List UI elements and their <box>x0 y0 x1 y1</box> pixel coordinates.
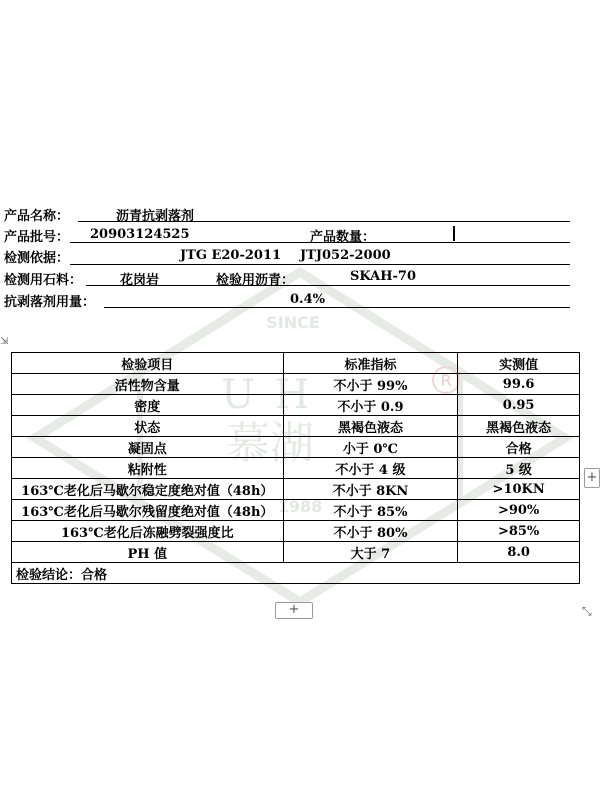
basis-underline <box>70 264 570 265</box>
batch-label: 产品批号： <box>4 230 70 245</box>
conclusion-cell[interactable]: 检验结论：合格 <box>12 563 580 584</box>
watermark-since: SINCE <box>266 313 320 332</box>
cell-standard[interactable]: 小于 0℃ <box>283 437 458 458</box>
table-row <box>12 542 580 563</box>
dosage-underline <box>104 307 570 308</box>
cell-item[interactable]: 密度 <box>12 395 284 416</box>
cell-item[interactable]: 粘附性 <box>12 458 284 479</box>
cell-measured[interactable]: 99.6 <box>458 374 580 395</box>
table-row <box>12 479 580 500</box>
dosage-label: 抗剥落剂用量： <box>4 295 96 310</box>
basis-standard-1: JTG E20-2011 <box>180 248 282 263</box>
cell-measured[interactable]: 0.95 <box>458 395 580 416</box>
cell-item[interactable]: 活性物含量 <box>12 374 284 395</box>
cell-measured[interactable]: 合格 <box>458 437 580 458</box>
stone-label: 检测用石料： <box>4 273 83 288</box>
watermark-letter-h: H <box>274 372 310 418</box>
table-header-row <box>12 353 580 374</box>
watermark-letter-u: U <box>221 372 255 418</box>
basis-label: 检测依据： <box>4 251 70 266</box>
cell-item[interactable]: 163℃老化后冻融劈裂强度比 <box>12 521 284 542</box>
add-column-button[interactable]: + <box>584 468 600 488</box>
watermark-year: 1988 <box>277 497 323 516</box>
product-name-value: 沥青抗剥落剂 <box>116 209 195 224</box>
table-row <box>12 437 580 458</box>
cell-standard[interactable]: 不小于 4 级 <box>283 458 458 479</box>
cell-measured[interactable]: 黑褐色液态 <box>458 416 580 437</box>
table-resize-handle[interactable]: ⤡ <box>582 604 592 618</box>
header-measured[interactable]: 实测值 <box>458 353 580 374</box>
cell-standard[interactable]: 大于 7 <box>283 542 458 563</box>
table-row <box>12 395 580 416</box>
asphalt-value: SKAH-70 <box>350 269 417 284</box>
product-name-underline <box>78 221 570 222</box>
cell-measured[interactable]: 5 级 <box>458 458 580 479</box>
add-row-button[interactable]: + <box>275 602 313 619</box>
table-row <box>12 374 580 395</box>
cell-standard[interactable]: 不小于 0.9 <box>283 395 458 416</box>
table-row <box>12 521 580 542</box>
batch-value: 20903124525 <box>90 227 190 242</box>
stone-underline <box>86 285 570 286</box>
asphalt-label: 检验用沥青： <box>216 273 295 288</box>
cell-measured[interactable]: >85% <box>458 521 580 542</box>
cell-item[interactable]: 凝固点 <box>12 437 284 458</box>
table-move-handle[interactable]: ⇲ <box>0 336 9 347</box>
test-results-table <box>11 352 580 584</box>
cell-standard[interactable]: 不小于 85% <box>283 500 458 521</box>
batch-underline <box>70 242 570 243</box>
stone-value: 花岗岩 <box>120 273 160 288</box>
cell-standard[interactable]: 不小于 80% <box>283 521 458 542</box>
table-row <box>12 500 580 521</box>
cell-item[interactable]: 状态 <box>12 416 284 437</box>
cell-measured[interactable]: >10KN <box>458 479 580 500</box>
quantity-label: 产品数量： <box>310 230 376 245</box>
cell-item[interactable]: 163℃老化后马歇尔残留度绝对值（48h） <box>12 500 284 521</box>
cell-item[interactable]: PH 值 <box>12 542 284 563</box>
cell-standard[interactable]: 不小于 8KN <box>283 479 458 500</box>
basis-standard-2: JTJ052-2000 <box>300 248 391 263</box>
dosage-value: 0.4% <box>290 292 325 307</box>
table-row <box>12 458 580 479</box>
cell-measured[interactable]: >90% <box>458 500 580 521</box>
cell-standard[interactable]: 不小于 99% <box>283 374 458 395</box>
table-row <box>12 416 580 437</box>
cell-standard[interactable]: 黑褐色液态 <box>283 416 458 437</box>
conclusion-row <box>12 563 580 584</box>
cell-item[interactable]: 163℃老化后马歇尔稳定度绝对值（48h） <box>12 479 284 500</box>
header-test-item[interactable]: 检验项目 <box>12 353 284 374</box>
watermark-cn: 慕湖 <box>226 418 314 469</box>
watermark-registered-letter: R <box>440 371 452 390</box>
cell-measured[interactable]: 8.0 <box>458 542 580 563</box>
header-standard[interactable]: 标准指标 <box>283 353 458 374</box>
text-cursor <box>453 226 455 241</box>
product-name-label: 产品名称： <box>4 209 70 224</box>
